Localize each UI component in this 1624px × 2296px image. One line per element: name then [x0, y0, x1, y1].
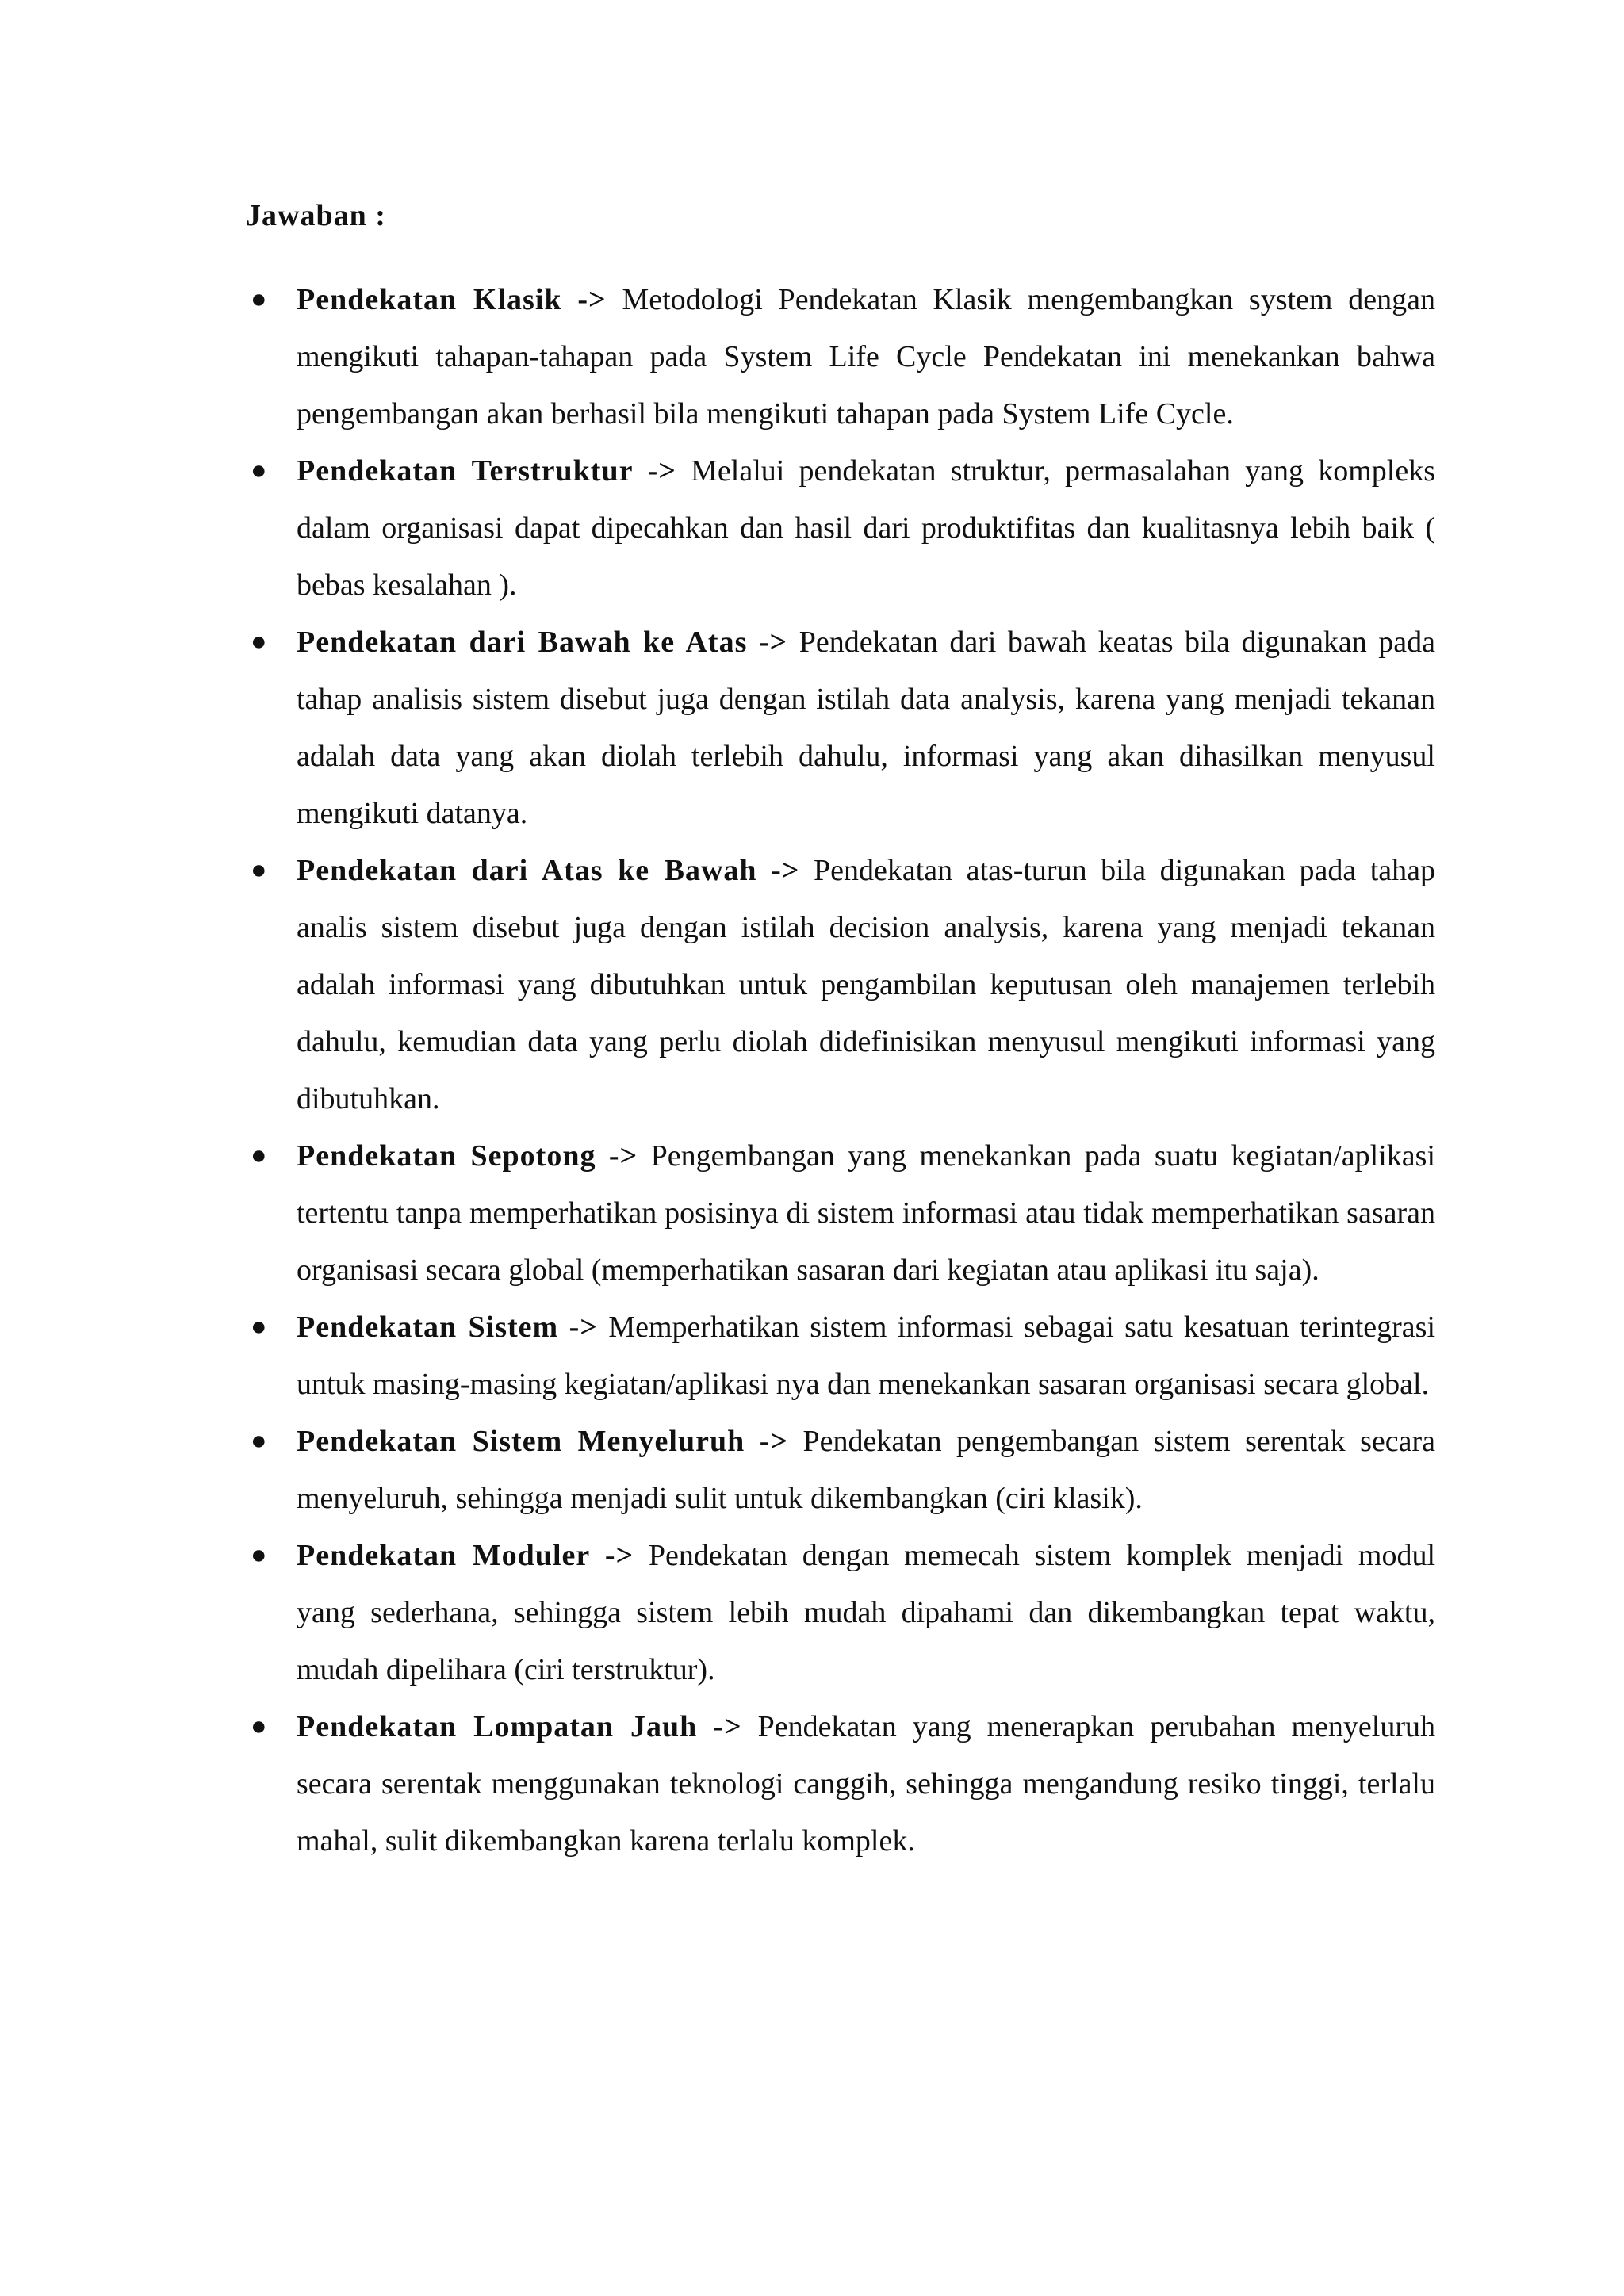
item-arrow: -> — [608, 1139, 638, 1173]
item-arrow: -> — [577, 283, 607, 316]
list-item — [246, 614, 1435, 842]
bullet-icon: ● — [251, 1426, 267, 1456]
list-item — [246, 1527, 1435, 1698]
item-arrow: -> — [604, 1539, 634, 1572]
item-term: Pendekatan Sepotong — [297, 1139, 596, 1173]
list-item — [246, 1299, 1435, 1413]
list-item — [246, 842, 1435, 1127]
item-term: Pendekatan Lompatan Jauh — [297, 1710, 698, 1743]
bullet-icon: ● — [251, 627, 267, 656]
item-term: Pendekatan dari Atas ke Bawah — [297, 854, 757, 887]
bullet-icon: ● — [251, 1540, 267, 1570]
item-arrow: -> — [569, 1311, 598, 1344]
item-text: Pendekatan pengembangan sistem serentak secara menyeluruh, sehingga menjadi sulit untuk dikembangkan (ciri klasik). — [297, 1425, 1436, 1515]
answer-heading: Jawaban : — [246, 199, 386, 232]
item-text: Pendekatan dengan memecah sistem komplek menjadi modul yang sederhana, sehingga sistem lebih mudah dipahami dan dikembangkan tepat waktu, mudah dipelihara (ciri terstruktur). — [297, 1539, 1435, 1686]
bullet-icon: ● — [251, 1312, 267, 1341]
item-arrow: -> — [758, 626, 788, 659]
item-text: Pendekatan dari bawah keatas bila digunakan pada tahap analisis sistem disebut juga dengan istilah data analysis, karena yang menjadi tekanan adalah data yang akan diolah terlebih dahulu, informasi yang akan dihasilkan menyusul mengikuti datanya. — [297, 626, 1436, 830]
item-term: Pendekatan Moduler — [297, 1539, 591, 1572]
approach-list — [246, 271, 1435, 1869]
item-text: Metodologi Pendekatan Klasik mengembangkan system dengan mengikuti tahapan-tahapan pada System Life Cycle Pendekatan ini menekankan bahwa pengembangan akan berhasil bila mengikuti tahapan pada System Life Cycle. — [297, 283, 1435, 430]
item-text: Pendekatan atas-turun bila digunakan pada tahap analis sistem disebut juga dengan istilah decision analysis, karena yang menjadi tekanan adalah informasi yang dibutuhkan untuk pengambilan keputusan oleh manajemen terlebih dahulu, kemudian data yang perlu diolah didefinisikan menyusul mengikuti informasi yang dibutuhkan. — [297, 854, 1436, 1115]
item-text: Memperhatikan sistem informasi sebagai satu kesatuan terintegrasi untuk masing-masing kegiatan/aplikasi nya dan menekankan sasaran organisasi secara global. — [297, 1311, 1436, 1401]
item-term: Pendekatan Sistem Menyeluruh — [297, 1425, 745, 1458]
item-text: Pengembangan yang menekankan pada suatu kegiatan/aplikasi tertentu tanpa memperhatikan posisinya di sistem informasi atau tidak memperhatikan sasaran organisasi secara global (memperhatikan sasaran dari kegiatan atau aplikasi itu saja). — [297, 1139, 1436, 1287]
item-arrow: -> — [713, 1710, 742, 1743]
list-item — [246, 442, 1435, 614]
item-arrow: -> — [771, 854, 800, 887]
list-item — [246, 1698, 1435, 1869]
bullet-icon: ● — [251, 456, 267, 485]
item-text: Pendekatan yang menerapkan perubahan menyeluruh secara serentak menggunakan teknologi canggih, sehingga mengandung resiko tinggi, terlalu mahal, sulit dikembangkan karena terlalu komplek. — [297, 1710, 1436, 1858]
bullet-icon: ● — [251, 855, 267, 885]
item-arrow: -> — [647, 454, 676, 488]
item-term: Pendekatan dari Bawah ke Atas — [297, 626, 748, 659]
list-item — [246, 271, 1435, 442]
bullet-icon: ● — [251, 285, 267, 314]
list-item — [246, 1127, 1435, 1299]
item-arrow: -> — [759, 1425, 788, 1458]
list-item — [246, 1413, 1435, 1527]
item-text: Melalui pendekatan struktur, permasalahan yang kompleks dalam organisasi dapat dipecahkan dan hasil dari produktifitas dan kualitasnya lebih baik ( bebas kesalahan ). — [297, 454, 1435, 602]
bullet-icon: ● — [251, 1712, 267, 1741]
item-term: Pendekatan Sistem — [297, 1311, 559, 1344]
bullet-icon: ● — [251, 1141, 267, 1170]
item-term: Pendekatan Klasik — [297, 283, 562, 316]
item-term: Pendekatan Terstruktur — [297, 454, 634, 488]
